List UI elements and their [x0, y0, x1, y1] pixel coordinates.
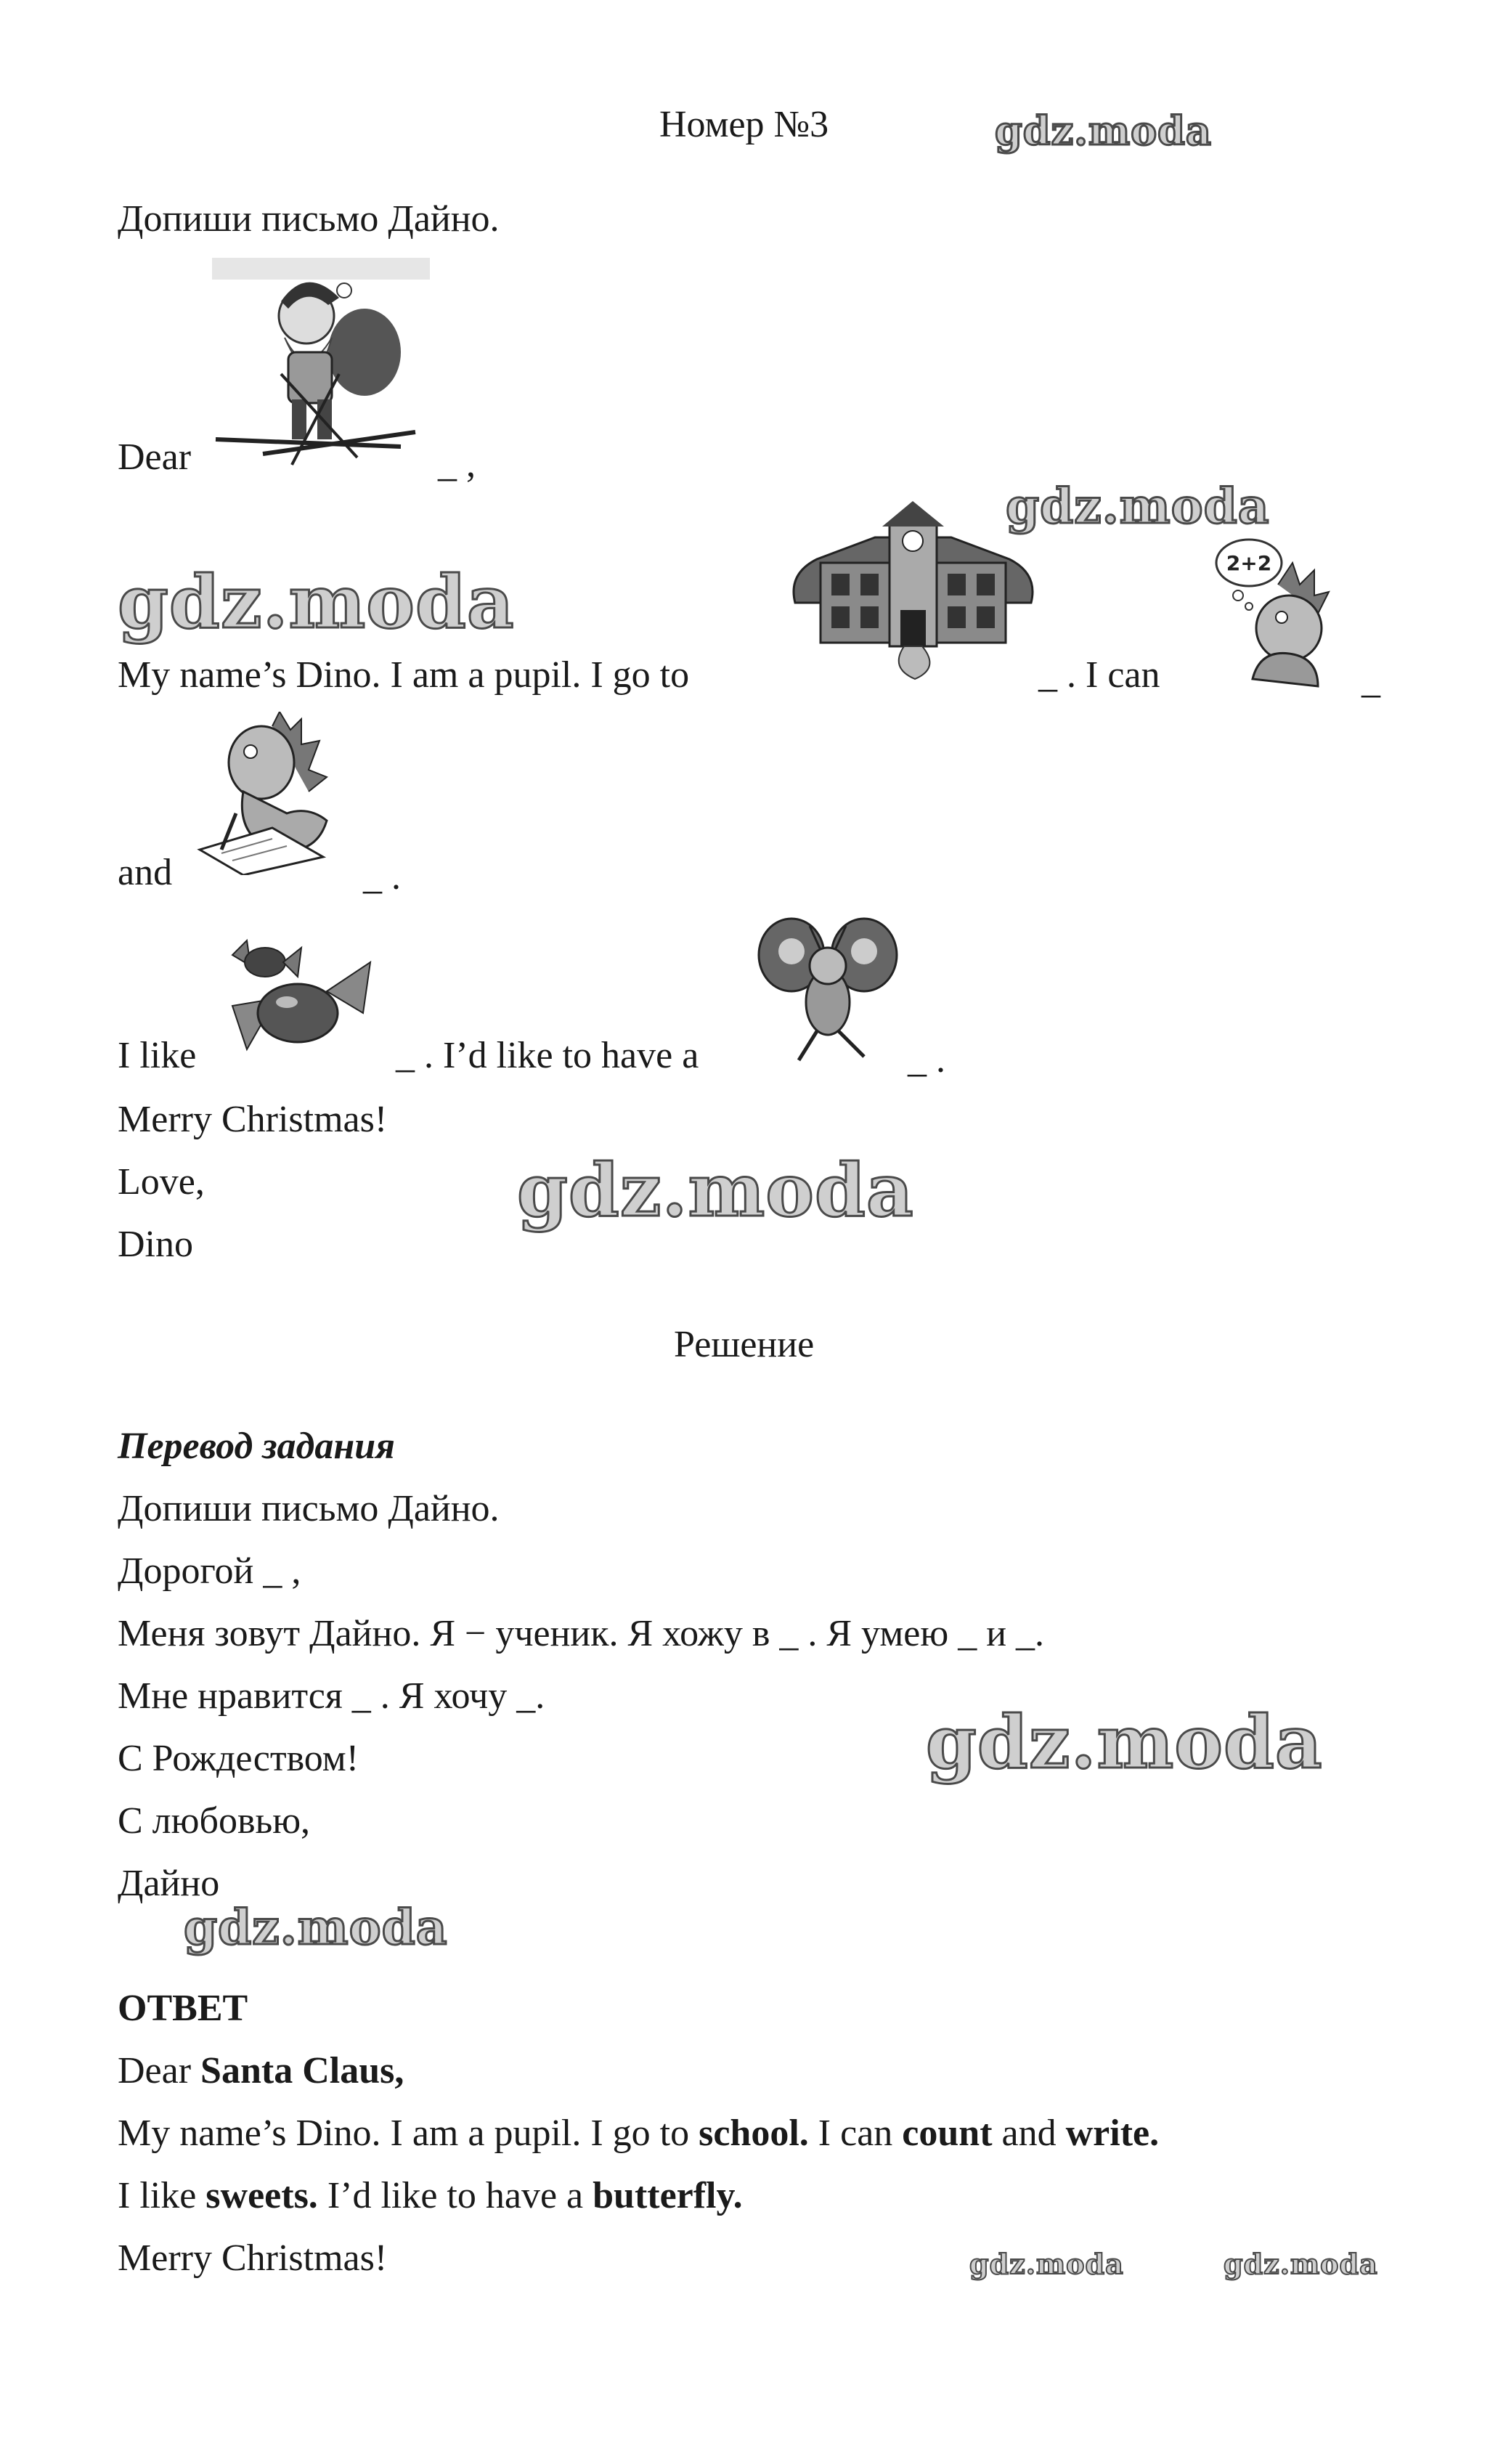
- translation-line: Дорогой _ ,: [118, 1550, 301, 1592]
- watermark: gdz.moda: [926, 1699, 1323, 1785]
- watermark: gdz.moda: [517, 1147, 914, 1233]
- watermark: gdz.moda: [118, 559, 515, 645]
- dino-counting-icon: [1209, 534, 1332, 690]
- answer-fill: Santa Claus,: [200, 2050, 404, 2091]
- translation-title: Перевод задания: [118, 1426, 395, 1467]
- santa-skiing-icon: [212, 258, 430, 468]
- watermark: gdz.moda: [184, 1899, 448, 1956]
- answer-fill: sweets.: [205, 2175, 318, 2216]
- answer-fill: school.: [699, 2113, 809, 2154]
- letter-line-2-end: _: [1361, 660, 1380, 702]
- blank-wish: _ .: [908, 1039, 945, 1081]
- translation-line: Мне нравится _ . Я хочу _.: [118, 1675, 545, 1717]
- letter-and: and: [118, 852, 173, 893]
- answer-line-3: [118, 2174, 743, 2218]
- translation-line: Меня зовут Дайно. Я − ученик. Я хожу в _ . Я умею _ и _.: [118, 1613, 1045, 1654]
- answer-text: I like: [118, 2175, 206, 2216]
- count-bubble-text: 2+2: [1226, 551, 1272, 575]
- letter-dear: Dear: [118, 436, 192, 478]
- answer-fill: count: [902, 2113, 993, 2154]
- letter-merry: Merry Christmas!: [118, 1099, 388, 1140]
- answer-fill: write.: [1065, 2113, 1160, 2154]
- answer-line-1: [118, 2049, 404, 2093]
- dino-writing-icon: [192, 712, 352, 875]
- answer-text: Dear: [118, 2050, 201, 2091]
- blank-skills: _ .: [363, 856, 401, 898]
- letter-line-2-mid: _ . I can: [1038, 654, 1160, 696]
- translation-line: С Рождеством!: [118, 1738, 359, 1779]
- translation-line: С любовью,: [118, 1800, 311, 1842]
- watermark: gdz.moda: [1224, 2248, 1378, 2280]
- task-instruction: Допиши письмо Дайно.: [118, 198, 500, 240]
- answer-text: My name’s Dino. I am a pupil. I go to: [118, 2113, 699, 2154]
- answer-text: and: [992, 2113, 1066, 2154]
- answer-text: I can: [808, 2113, 903, 2154]
- letter-signature: Dino: [118, 1224, 193, 1265]
- page-heading: Номер №3: [659, 104, 829, 145]
- answer-fill: butterfly.: [593, 2175, 743, 2216]
- answer-line-2: [118, 2112, 1159, 2155]
- letter-love: Love,: [118, 1161, 205, 1203]
- letter-like-mid: _ . I’d like to have a: [396, 1035, 699, 1076]
- answer-title: ОТВЕТ: [118, 1988, 248, 2029]
- answer-text: I’d like to have a: [317, 2175, 593, 2216]
- letter-like: I like: [118, 1035, 197, 1076]
- letter-line-2: My name’s Dino. I am a pupil. I go to: [118, 654, 690, 696]
- school-building-icon: [788, 494, 1038, 683]
- watermark: gdz.moda: [1006, 478, 1270, 534]
- solution-title: Решение: [674, 1324, 815, 1365]
- sweets-icon: [225, 933, 378, 1057]
- translation-line: Допиши письмо Дайно.: [118, 1488, 500, 1529]
- answer-line-4: Merry Christmas!: [118, 2237, 388, 2279]
- translation-line: Дайно: [118, 1863, 220, 1904]
- watermark: gdz.moda: [995, 107, 1212, 154]
- butterfly-icon: [755, 915, 900, 1068]
- blank-recipient: _ ,: [438, 444, 476, 485]
- watermark: gdz.moda: [969, 2248, 1124, 2280]
